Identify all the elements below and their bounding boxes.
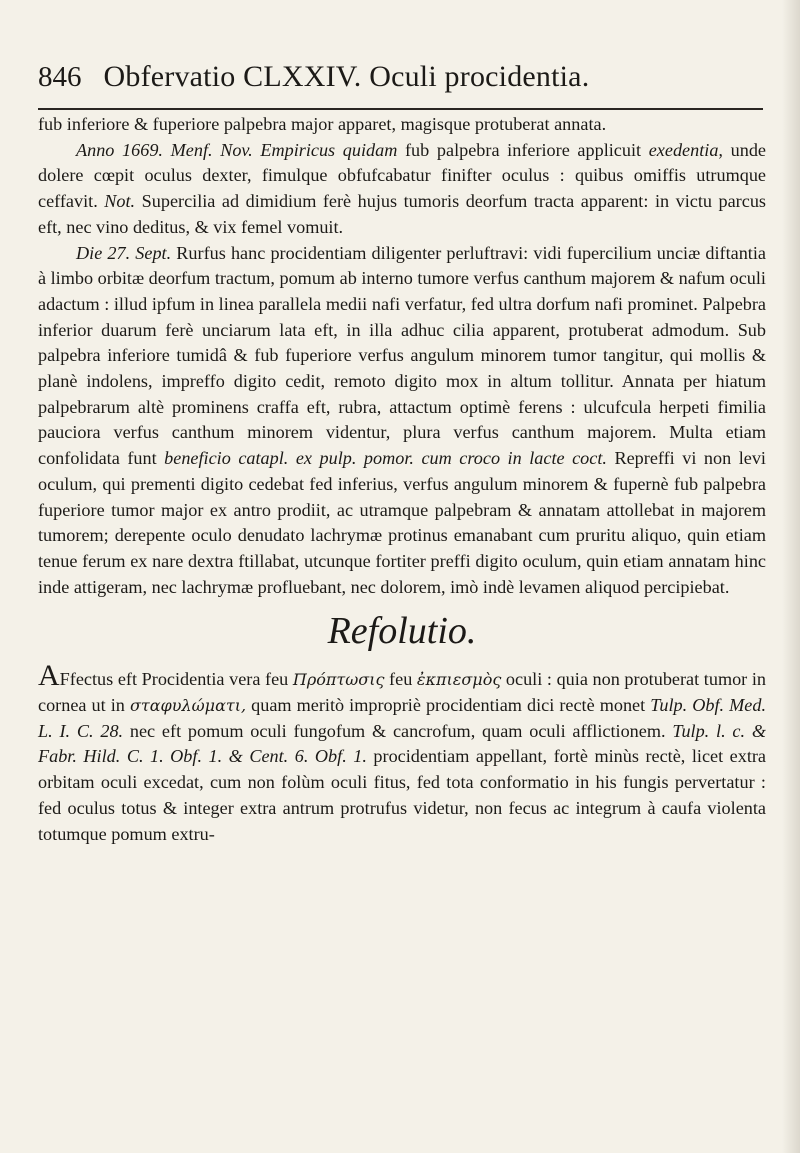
res-text6: procidentiam appellant, fortè minùs rectè, licet extra orbitam oculi excedat, cum non folùm oculi fitus, fed tota conformatio in his fungis pervertatur : fed oculus totus & integer extra antrum protrufus videtur, non fecus ac integrum à caufa violenta totumque pomum extru- [38,746,767,844]
paragraph-resolutio [38,659,767,847]
greek-term-3: σταφυλώματι, [129,696,247,716]
nota-label: Not. [104,191,136,212]
section-title: Refolutio. [327,610,477,653]
page-edge-shadow [782,0,800,1153]
paragraph-continuation: fub inferiore & fuperiore palpebra major apparet, magisque protuberat annata. [38,114,607,134]
para2-rest: unde dolere cœpit oculus dexter, fimulque obfufcabatur finifter oculus : quibus omiffis utrumque ceffavit. [38,139,766,212]
page-header [38,60,763,110]
para2-text: fub palpebra inferiore applicuit [397,139,649,160]
res-text2: feu [384,669,417,690]
page-number: 846 [38,61,82,93]
paragraph-anno-1669 [38,138,766,241]
greek-term-2: ἐκπιεσμὸς [416,670,502,690]
res-text3: oculi : quia non protuberat tumor in cornea ut in [38,669,767,716]
body-text [38,112,766,847]
para2-end: Supercilia ad dimidium ferè hujus tumoris deorfum tracta apparent: in victu parcus eft, nec vino deditus, & vix femel vomuit. [38,191,766,237]
citation-tulp: Tulp. Obf. Med. L. I. C. 28. [38,695,766,741]
citation-fabr: Tulp. l. c. & Fabr. Hild. C. 1. Obf. 1. & Cent. 6. Obf. 1. [38,720,766,767]
res-text5: nec eft pomum oculi fungofum & cancrofum, quam oculi afflictionem. [123,720,673,741]
res-text4: quam meritò impropriè procidentiam dici rectè monet [246,695,651,716]
para3-text: Rurfus hanc procidentiam diligenter perluftravi: vidi fupercilium unciæ diftantia à limbo orbitæ deorfum tractum, pomum ab interno tumore verfus canthum majorem & nafum oculi adactum : illud ipfum in linea parallela medii nafi verfatur, fed ultra dorfum nafi prominet. Palpebra inferior duarum ferè unciarum lata eft, in illa adhuc cilia apparent, protuberat admodum. Sub palpebra inferiore tumidâ & fub fuperiore verfus angulum minorem tumor tangitur, qui mollis & planè indolens, impreffo digito cedit, remoto digito mox in altum tollitur. Annata per hiatum palpebrarum altè prominens craffa eft, rubra, attactum optimè ferens : ulcufcula herpeti fimilia pauciora verfus canthum minorem videntur, plura verfus canthum majorem. Multa etiam confolidata funt [38,242,766,469]
res-text1: Ffectus eft Procidentia vera feu [59,669,293,690]
paragraph-die-27 [38,241,766,601]
drop-cap: A [38,659,60,693]
para3-remedy: beneficio catapl. ex pulp. pomor. cum croco in lacte coct. [164,448,607,469]
para2-ital: exedentia, [648,139,723,160]
para3-rest: Repreffi vi non levi oculum, qui prementi digito cedebat fed inferius, verfus angulum minorem & fupernè fub palpebra fuperiore tumor major ex antro prodiit, ac utramque palpebram & annatam attollebat in majorem tumorem; derepente oculo denudato lachrymæ protinus emanabant cum pruritu aliquo, quin etiam tenue ferum ex nare dextra ftillabat, utcunque fortiter preffi digito oculum, quin etiam annatam hinc inde attigeram, nec lachrymæ profluebant, nec dolorem, imò indè levamen aliquod percipiebat. [38,448,766,597]
date-anno: Anno 1669. Menf. Nov. Empiricus quidam [76,139,398,160]
greek-term-1: Πρόπτωσις [292,670,385,690]
running-title: Obfervatio CLXXIV. Oculi procidentia. [103,60,590,93]
date-die: Die 27. Sept. [76,242,172,263]
